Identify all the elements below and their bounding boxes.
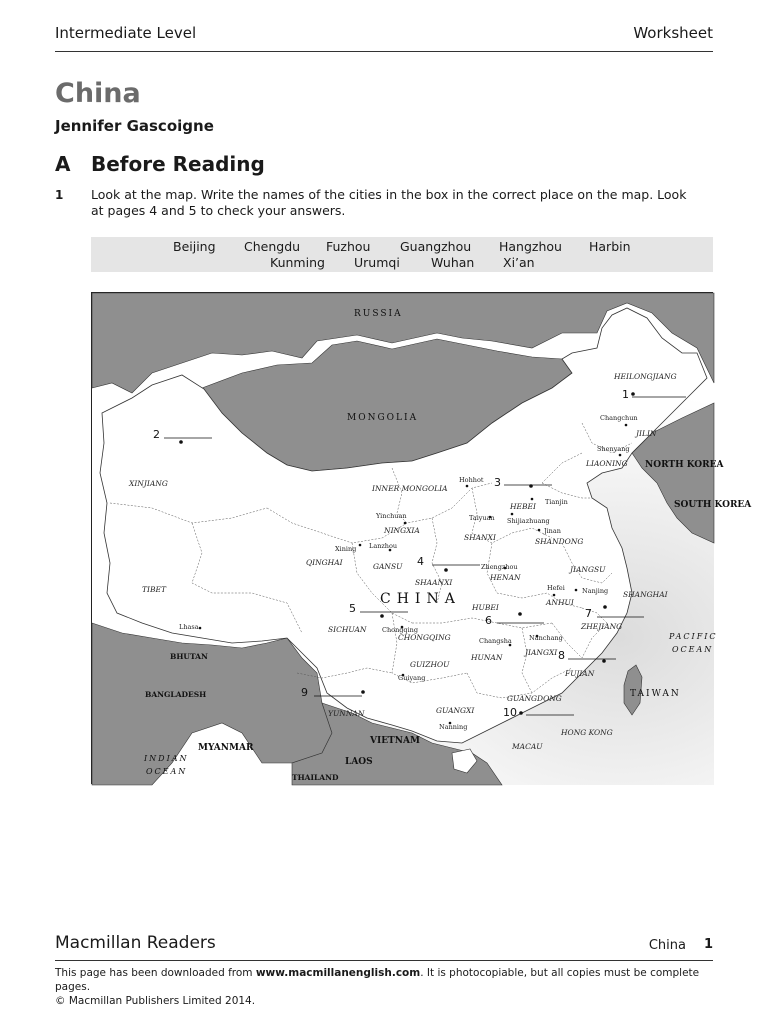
- city-tianjin: Tianjin: [545, 498, 568, 506]
- word-chengdu: Chengdu: [244, 239, 301, 254]
- label-bangladesh: BANGLADESH: [145, 690, 207, 699]
- province-sichuan: SICHUAN: [328, 625, 367, 634]
- label-mongolia: MONGOLIA: [347, 413, 419, 423]
- question-text: Look at the map. Write the names of the cities in the box in the correct place on the map. Look at pages 4 and 5 to check your answers.: [91, 187, 687, 218]
- province-shanghai: SHANGHAI: [623, 590, 668, 599]
- label-myanmar: MYANMAR: [198, 743, 254, 753]
- city-nanjing: Nanjing: [582, 587, 609, 595]
- province-shaanxi: SHAANXI: [415, 578, 453, 587]
- answer-number-3: 3: [494, 476, 501, 489]
- footer-brand: Macmillan Readers: [55, 933, 216, 953]
- label-russia: RUSSIA: [354, 309, 403, 319]
- page-title: China: [55, 78, 141, 109]
- word-wuhan: Wuhan: [431, 255, 475, 270]
- province-guangxi: GUANGXI: [436, 706, 475, 715]
- answer-number-6: 6: [485, 614, 492, 627]
- province-gansu: GANSU: [373, 562, 403, 571]
- city-shijiazhuang: Shijiazhuang: [507, 517, 550, 525]
- city-yinchuan: Yinchuan: [376, 512, 407, 520]
- download-notice: [55, 966, 735, 1008]
- province-jilin: JILIN: [636, 429, 657, 438]
- answer-number-2: 2: [153, 428, 160, 441]
- section-title: Before Reading: [91, 152, 265, 176]
- label-north-korea: NORTH KOREA: [645, 460, 724, 470]
- city-nanchang: Nanchang: [529, 634, 563, 642]
- province-jiangsu: JIANGSU: [570, 565, 606, 574]
- word-urumqi: Urumqi: [354, 255, 400, 270]
- worksheet-label: Worksheet: [633, 24, 713, 42]
- province-liaoning: LIAONING: [586, 459, 628, 468]
- notice-pre: This page has been downloaded from: [55, 967, 256, 979]
- city-zhengzhou: Zhengzhou: [481, 563, 518, 571]
- province-heilongjiang: HEILONGJIANG: [614, 372, 677, 381]
- province-hunan: HUNAN: [471, 653, 503, 662]
- province-inner-mongolia: INNER MONGOLIA: [372, 484, 448, 493]
- notice-post: . It is photocopiable, but all copies must be complete pages.: [55, 967, 700, 993]
- answer-number-5: 5: [349, 602, 356, 615]
- answer-number-7: 7: [585, 607, 592, 620]
- label-vietnam: VIETNAM: [370, 736, 420, 746]
- province-henan: HENAN: [490, 573, 521, 582]
- word-beijing: Beijing: [173, 239, 216, 254]
- label-thailand: THAILAND: [292, 773, 339, 782]
- city-guiyang: Guiyang: [398, 674, 426, 682]
- province-fujian: FUJIAN: [565, 669, 595, 678]
- province-chongqing: CHONGQING: [398, 633, 451, 642]
- page-number: 1: [703, 937, 713, 952]
- province-shandong: SHANDONG: [535, 537, 584, 546]
- label-pacific-ocean: OCEAN: [672, 645, 714, 654]
- province-anhui: ANHUI: [546, 598, 574, 607]
- province-qinghai: QINGHAI: [306, 558, 343, 567]
- city-hefei: Hefei: [547, 584, 565, 592]
- word-box: [91, 237, 713, 272]
- province-jiangxi: JIANGXI: [525, 648, 558, 657]
- city-shenyang: Shenyang: [597, 445, 630, 453]
- province-shanxi: SHANXI: [464, 533, 496, 542]
- word-xian: Xi’an: [503, 255, 535, 270]
- china-map: [91, 292, 752, 784]
- city-taiyuan: Taiyuan: [469, 514, 495, 522]
- province-guangdong: GUANGDONG: [507, 694, 562, 703]
- province-hebei: HEBEI: [510, 502, 536, 511]
- section-letter: A: [55, 152, 71, 176]
- answer-number-1: 1: [622, 388, 629, 401]
- footer-subject: China: [648, 938, 686, 953]
- label-china: CHINA: [380, 591, 461, 607]
- label-pacific: PACIFIC: [669, 632, 718, 641]
- label-bhutan: BHUTAN: [170, 652, 208, 661]
- label-south-korea: SOUTH KOREA: [674, 500, 752, 510]
- header-rule: [55, 51, 713, 52]
- notice-url[interactable]: www.macmillanenglish.com: [255, 967, 421, 979]
- word-guangzhou: Guangzhou: [400, 239, 472, 254]
- word-harbin: Harbin: [589, 239, 631, 254]
- answer-number-9: 9: [301, 686, 308, 699]
- city-chongqing: Chongqing: [382, 626, 419, 634]
- province-zhejiang: ZHEJIANG: [581, 622, 623, 631]
- city-jinan: Jinan: [544, 527, 561, 535]
- province-hong-kong: HONG KONG: [561, 728, 613, 737]
- copyright: © Macmillan Publishers Limited 2014.: [55, 995, 256, 1007]
- city-changsha: Changsha: [479, 637, 512, 645]
- label-laos: LAOS: [345, 757, 373, 767]
- province-macau: MACAU: [512, 742, 543, 751]
- city-xining: Xining: [335, 545, 357, 553]
- city-hohhot: Hohhot: [459, 476, 484, 484]
- label-taiwan: TAIWAN: [630, 689, 681, 699]
- province-xinjiang: XINJIANG: [129, 479, 168, 488]
- author: Jennifer Gascoigne: [55, 117, 214, 135]
- word-hangzhou: Hangzhou: [499, 239, 562, 254]
- city-nanning: Nanning: [439, 723, 468, 731]
- province-hubei: HUBEI: [472, 603, 499, 612]
- word-kunming: Kunming: [270, 255, 325, 270]
- province-yunnan: YUNNAN: [328, 709, 365, 718]
- level-label: Intermediate Level: [55, 24, 197, 42]
- question-number: 1: [55, 188, 64, 202]
- province-guizhou: GUIZHOU: [410, 660, 450, 669]
- answer-number-4: 4: [417, 555, 424, 568]
- province-ningxia: NINGXIA: [384, 526, 420, 535]
- map-svg: [92, 293, 752, 785]
- city-changchun: Changchun: [600, 414, 638, 422]
- answer-number-8: 8: [558, 649, 565, 662]
- label-indian: INDIAN: [144, 754, 189, 763]
- footer-rule: [55, 960, 713, 961]
- city-lanzhou: Lanzhou: [369, 542, 398, 550]
- province-tibet: TIBET: [142, 585, 166, 594]
- answer-number-10: 10: [503, 706, 517, 719]
- label-indian-ocean: OCEAN: [146, 767, 188, 776]
- word-fuzhou: Fuzhou: [326, 239, 371, 254]
- city-lhasa: Lhasa: [179, 623, 199, 631]
